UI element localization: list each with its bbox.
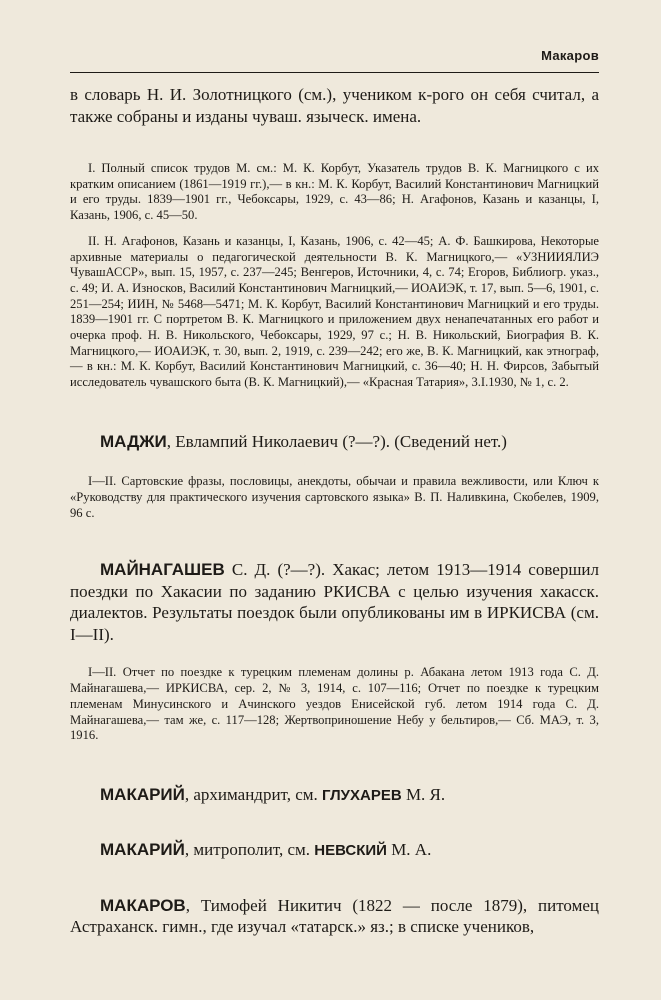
- entry-tail: М. Я.: [401, 784, 446, 804]
- continuation-paragraph: в словарь Н. И. Золотницкого (см.), учеником к-рого он себя считал, а также собраны и изданы чуваш. языческ. имена.: [70, 85, 599, 126]
- entry-mainagashev-works: I—II. Отчет по поездке к турецким племенам долины р. Абакана летом 1913 года С. Д. Майнагашева,— ИРКИСВА, сер. 2, № 3, 1914, с. 107—116; Отчет по поездке к турецким племенам Минусинского и Ачинского уездов Енисейской губ. летом 1914 года С. Д. Майнагашева,— там же, с. 117—128; Жертвоприношение Небу у бельтиров,— Сб. МАЭ, т. 3, 1916.: [70, 665, 599, 743]
- bibliography-II: II. Н. Агафонов, Казань и казанцы, I, Казань, 1906, с. 42—45; А. Ф. Башкирова, Некоторые архивные материалы о педагогической деятельности В. К. Магницкого,— «УЗНИИЯЛИЭ ЧувашАССР», вып. 15, 1957, с. 237—245; Венгеров, Источники, 4, с. 74; Егоров, Библиогр. указ., с. 49; И. А. Износков, Василий Константинович Магницкий,— ИОАИЭК, т. 17, вып. 5—6, 1901, с. 251—254; ИИН, № 5468—5471; М. К. Корбут, Василий Константинович Магницкий и его труды. 1839—1901 гг. С портретом В. К. Магницкого и приложением двух ненапечатанных его работ и очерка проф. Н. В. Никольского, Чебоксары, 1929, 97 с.; Н. В. Никольский, Биография В. К. Магницкого,— ИОАИЭК, т. 30, вып. 2, 1919, с. 239—242; его же, В. К. Магницкий, как этнограф,— в кн.: М. К. Корбут, Василий Константинович Магницкий, с. 36—40; Н. Н. Фирсов, Забытый исследователь чувашского быта (В. К. Магницкий),— «Красная Татария», 3.I.1930, № 1, с. 2.: [70, 233, 599, 390]
- entry-tail: М. А.: [386, 840, 432, 860]
- cross-reference: НЕВСКИЙ: [314, 842, 387, 860]
- bibliography-I: I. Полный список трудов М. см.: М. К. Корбут, Указатель трудов В. К. Магницкого с их кратким описанием (1861—1919 гг.),— в кн.: М. К. Корбут, Василий Константинович Магницкий и его труды. 1839—1901 гг., Чебоксары, 1929, с. 43—86; Н. Агафонов, Казань и казанцы, I, Казань, 1906, с. 45—50.: [70, 161, 599, 223]
- entry-text: , Тимофей Никитич (1822 — после 1879), питомец Астраханск. гимн., где изучал «татарск.» яз.; в списке учеников,: [70, 895, 599, 937]
- entry-text: С. Д. (?—?). Хакас; летом 1913—1914 совершил поездки по Хакасии по заданию РКИСВА с целью изучения хакасск. диалектов. Результаты поездок были опубликованы им в ИРКИСВА (см. I—II).: [70, 560, 599, 644]
- entry-makarii-archimandrite: [70, 784, 599, 807]
- entry-text: , Евлампий Николаевич (?—?). (Сведений нет.): [166, 431, 507, 451]
- headword: МАДЖИ: [100, 431, 167, 451]
- cross-reference: ГЛУХАРЕВ: [322, 786, 402, 804]
- entry-makarii-metropolitan: [70, 839, 599, 862]
- header-rule: [70, 72, 599, 73]
- headword: МАКАРИЙ: [100, 784, 185, 804]
- headword: МАЙНАГАШЕВ: [100, 560, 225, 580]
- entry-text: , митрополит, см.: [184, 840, 315, 860]
- entry-text: , архимандрит, см.: [184, 784, 323, 804]
- headword: МАКАРОВ: [100, 895, 186, 915]
- page-content: [70, 84, 599, 938]
- entry-mainagashev: [70, 559, 599, 645]
- running-head: Макаров: [541, 48, 599, 63]
- entry-madzhi-works: I—II. Сартовские фразы, пословицы, анекдоты, обычаи и правила вежливости, или Ключ к «Руководству для практического изучения сартовского языка» В. П. Наливкина, Скобелев, 1909, 96 с.: [70, 474, 599, 520]
- entry-madzhi: [70, 431, 599, 453]
- headword: МАКАРИЙ: [100, 840, 185, 860]
- entry-makarov: [70, 895, 599, 938]
